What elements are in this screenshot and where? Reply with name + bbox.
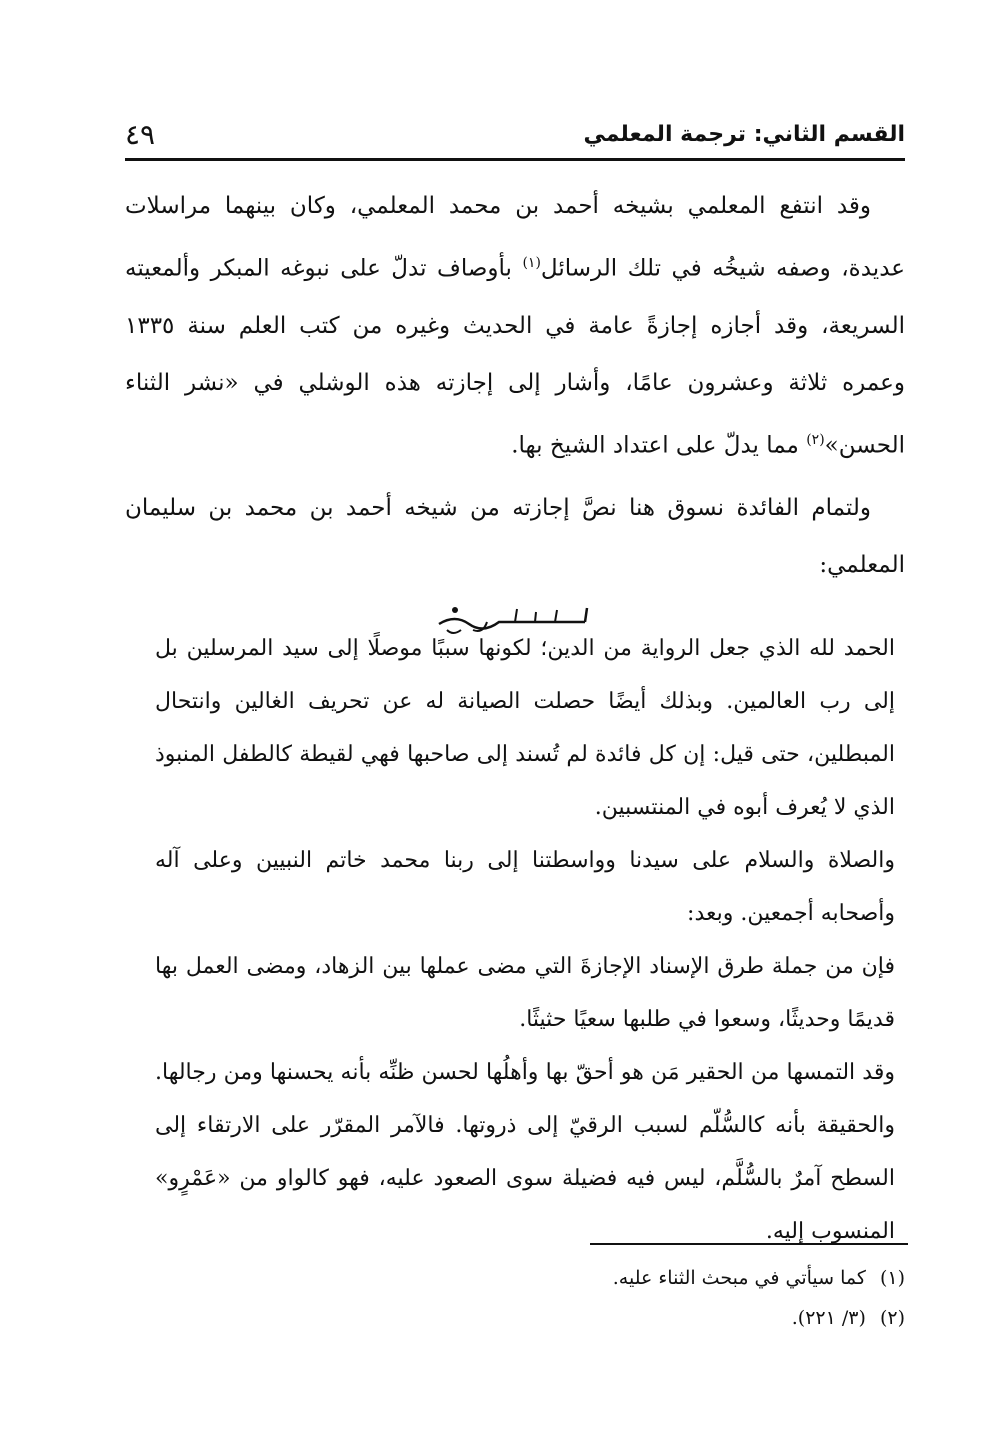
footnote-separator xyxy=(590,1243,908,1245)
footnote-2-text: (٣/ ٢٢١). xyxy=(791,1307,866,1329)
ijaza-text xyxy=(155,622,895,1258)
footnote-1 xyxy=(125,1258,905,1298)
running-title: القسم الثاني: ترجمة المعلمي xyxy=(583,122,905,147)
footnote-1-number: (١) xyxy=(879,1267,905,1289)
ijaza-paragraph-4: وقد التمسها من الحقير مَن هو أحقّ بها وأهلُها لحسن ظنِّه بأنه يحسنها ومن رجالها. والحقيقة بأنه كالسُّلّم لسبب الرقيّ إلى ذروتها. فالآمر المقرّر على الارتقاء إلى السطح آمرٌ بالسُّلَّم، ليس فيه فضيلة سوى الصعود عليه، فهو كالواو من «عَمْرٍو» المنسوب إليه. xyxy=(155,1060,895,1244)
footnote-2 xyxy=(125,1298,905,1338)
footnotes xyxy=(125,1258,905,1338)
ijaza-paragraph-1: الحمد لله الذي جعل الرواية من الدين؛ لكونها سببًا موصلًا إلى سيد المرسلين بل إلى رب العالمين. وبذلك أيضًا حصلت الصيانة له عن تحريف الغالين وانتحال المبطلين، حتى قيل: إن كل فائدة لم تُسند إلى صاحبها فهي لقيطة كالطفل المنبوذ الذي لا يُعرف أبوه في المنتسبين. xyxy=(155,636,895,820)
page-number: ٤٩ xyxy=(125,118,156,151)
ijaza-paragraph-2: والصلاة والسلام على سيدنا وواسطتنا إلى ربنا محمد خاتم النبيين وعلى آله وأصحابه أجمعين. وبعد: xyxy=(155,848,895,926)
footnote-ref-1[interactable]: (١) xyxy=(522,255,541,271)
intro-paragraph-1 xyxy=(125,178,905,474)
intro-paragraph-1-text-c: مما يدلّ على اعتداد الشيخ بها. xyxy=(511,432,807,459)
intro-paragraph-1-text: وقد انتفع المعلمي بشيخه أحمد بن محمد المعلمي، وكان بينهما مراسلات عديدة، وصفه شيخُه في تلك الرسائل xyxy=(125,193,905,282)
intro-paragraph-2: ولتمام الفائدة نسوق هنا نصَّ إجازته من شيخه أحمد بن محمد بن سليمان المعلمي: xyxy=(125,495,905,579)
footnote-1-text: كما سيأتي في مبحث الثناء عليه. xyxy=(612,1267,866,1289)
intro-paragraph-1-text-b: بأوصاف تدلّ على نبوغه المبكر وألمعيته السريعة، وقد أجازه إجازةً عامة في الحديث وغيره من كتب العلم سنة ١٣٣٥ وعمره ثلاثة وعشرون عامًا، وأشار إلى إجازته هذه الوشلي في «نشر الثناء الحسن» xyxy=(125,255,905,459)
main-text xyxy=(125,178,905,642)
page-header xyxy=(125,118,905,161)
ijaza-paragraph-3: فإن من جملة طرق الإسناد الإجازةَ التي مضى عملها بين الزهاد، ومضى العمل بها قديمًا وحديثًا، وسعوا في طلبها سعيًا حثيثًا. xyxy=(155,954,895,1032)
footnote-2-number: (٢) xyxy=(879,1307,905,1329)
footnote-ref-2[interactable]: (٢) xyxy=(806,431,825,448)
